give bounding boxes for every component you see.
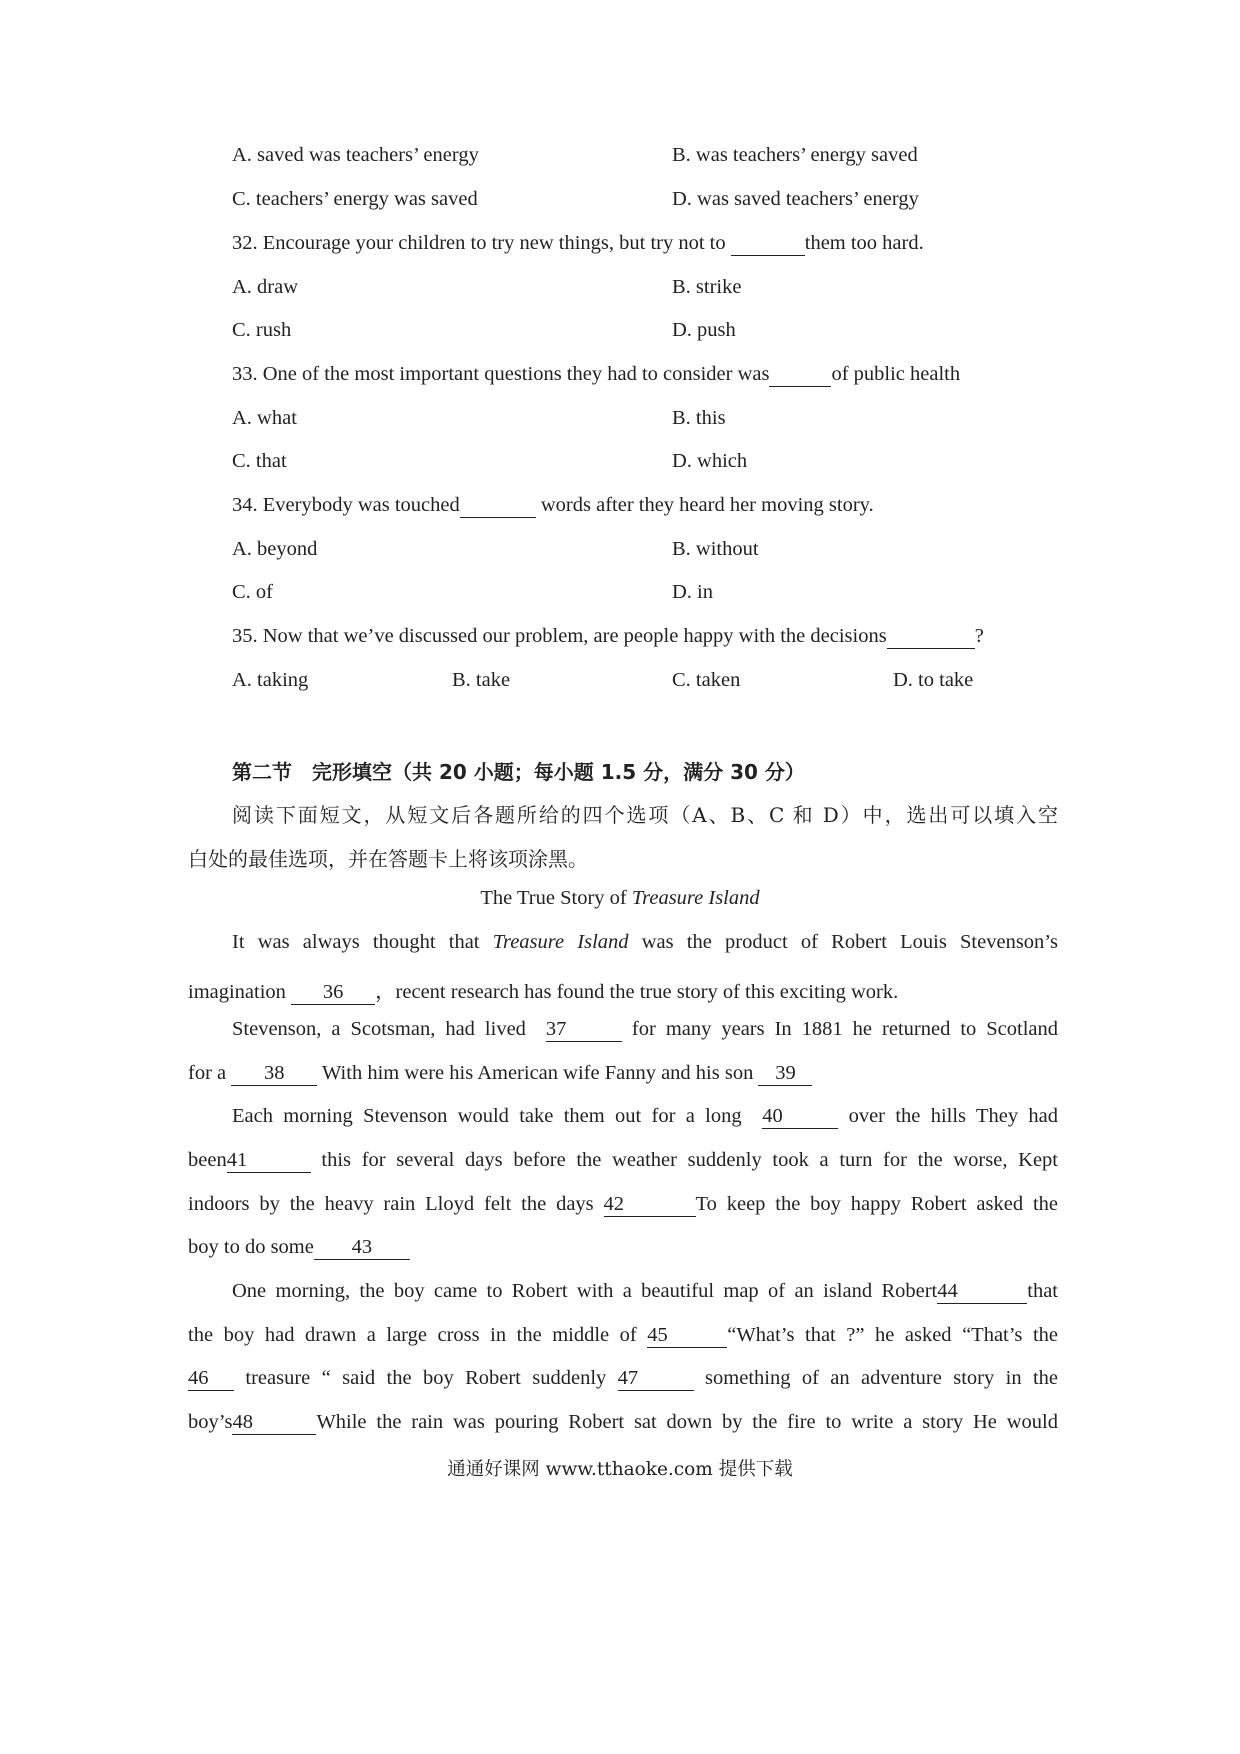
q34-blank (460, 495, 536, 518)
q34-option-c: C. of (232, 581, 273, 603)
passage-p4-line-2: the boy had drawn a large cross in the middle of 45 “What’s that ?” he asked “That’s the (188, 1324, 1058, 1346)
q32-option-d: D. push (672, 319, 736, 341)
q31-option-a: A. saved was teachers’ energy (232, 144, 479, 166)
passage-p1-line-1: It was always thought that Treasure Island was the product of Robert Louis Stevenson’s (232, 931, 1058, 953)
q31-option-b: B. was teachers’ energy saved (672, 144, 918, 166)
q34-option-a: A. beyond (232, 538, 318, 560)
q35-option-d: D. to take (893, 669, 974, 691)
q33-option-a: A. what (232, 407, 297, 429)
q32-option-a: A. draw (232, 276, 299, 298)
q33-option-c: C. that (232, 450, 287, 472)
blank-38: 38 (231, 1063, 317, 1086)
blank-42: 42 (604, 1194, 696, 1217)
blank-44: 44 (937, 1281, 1027, 1304)
q33-option-d: D. which (672, 450, 748, 472)
passage-p4-line-3: 46 treasure “ said the boy Robert suddenly 47 something of an adventure story in the (188, 1367, 1058, 1389)
q31-option-c: C. teachers’ energy was saved (232, 188, 478, 210)
q35-option-a: A. taking (232, 669, 309, 691)
q32-blank (731, 233, 805, 256)
q35-option-b: B. take (452, 669, 511, 691)
passage-p4-line-4: boy’s48 While the rain was pouring Robert sat down by the fire to write a story He would (188, 1411, 1058, 1433)
blank-45: 45 (647, 1325, 727, 1348)
q31-option-d: D. was saved teachers’ energy (672, 188, 919, 210)
blank-40: 40 (762, 1106, 838, 1129)
passage-p3-line-1: Each morning Stevenson would take them out for a long 40 over the hills They had (232, 1105, 1058, 1127)
blank-48: 48 (232, 1412, 316, 1435)
passage-p2-line-1: Stevenson, a Scotsman, had lived 37 for many years In 1881 he returned to Scotland (232, 1018, 1059, 1040)
blank-47: 47 (618, 1368, 694, 1391)
q35-blank (887, 626, 975, 649)
instructions-line-2: 白处的最佳选项，并在答题卡上将该项涂黑。 (188, 847, 588, 871)
page-footer: 通通好课网 www.tthaoke.com 提供下载 (447, 1459, 793, 1480)
q33-option-b: B. this (672, 407, 726, 429)
q34-stem: 34. Everybody was touched words after they heard her moving story. (232, 494, 874, 516)
passage-p3-line-2: been41 this for several days before the weather suddenly took a turn for the worse, Kept (188, 1149, 1058, 1171)
q32-stem: 32. Encourage your children to try new things, but try not to them too hard. (232, 232, 924, 254)
passage-p2-line-2: for a 38 With him were his American wife Fanny and his son 39 (188, 1062, 812, 1086)
passage-title: The True Story of Treasure Island (480, 887, 760, 909)
q32-option-b: B. strike (672, 276, 742, 298)
blank-39: 39 (758, 1063, 812, 1086)
q33-stem: 33. One of the most important questions they had to consider was of public health (232, 363, 961, 385)
blank-41: 41 (227, 1150, 311, 1173)
instructions-line-1: 阅读下面短文，从短文后各题所给的四个选项（A、B、C 和 D）中，选出可以填入空 (232, 803, 1058, 827)
q35-stem: 35. Now that we’ve discussed our problem, are people happy with the decisions ? (232, 625, 984, 647)
q32-option-c: C. rush (232, 319, 292, 341)
passage-p3-line-3: indoors by the heavy rain Lloyd felt the days 42 To keep the boy happy Robert asked the (188, 1193, 1058, 1215)
q34-option-b: B. without (672, 538, 759, 560)
section-heading: 第二节 完形填空（共 20 小题；每小题 1.5 分，满分 30 分） (232, 760, 805, 784)
q35-option-c: C. taken (672, 669, 741, 691)
q34-option-d: D. in (672, 581, 713, 603)
passage-p3-line-4: boy to do some 43 (188, 1236, 410, 1260)
blank-43: 43 (314, 1237, 410, 1260)
q33-blank (769, 364, 831, 387)
blank-36: 36 (291, 982, 375, 1005)
passage-p1-line-2: imagination 36 ，recent research has found the true story of this exciting work. (188, 981, 899, 1003)
blank-46: 46 (188, 1368, 234, 1391)
blank-37: 37 (546, 1019, 622, 1042)
passage-p4-line-1: One morning, the boy came to Robert with a beautiful map of an island Robert44 that (232, 1280, 1058, 1302)
